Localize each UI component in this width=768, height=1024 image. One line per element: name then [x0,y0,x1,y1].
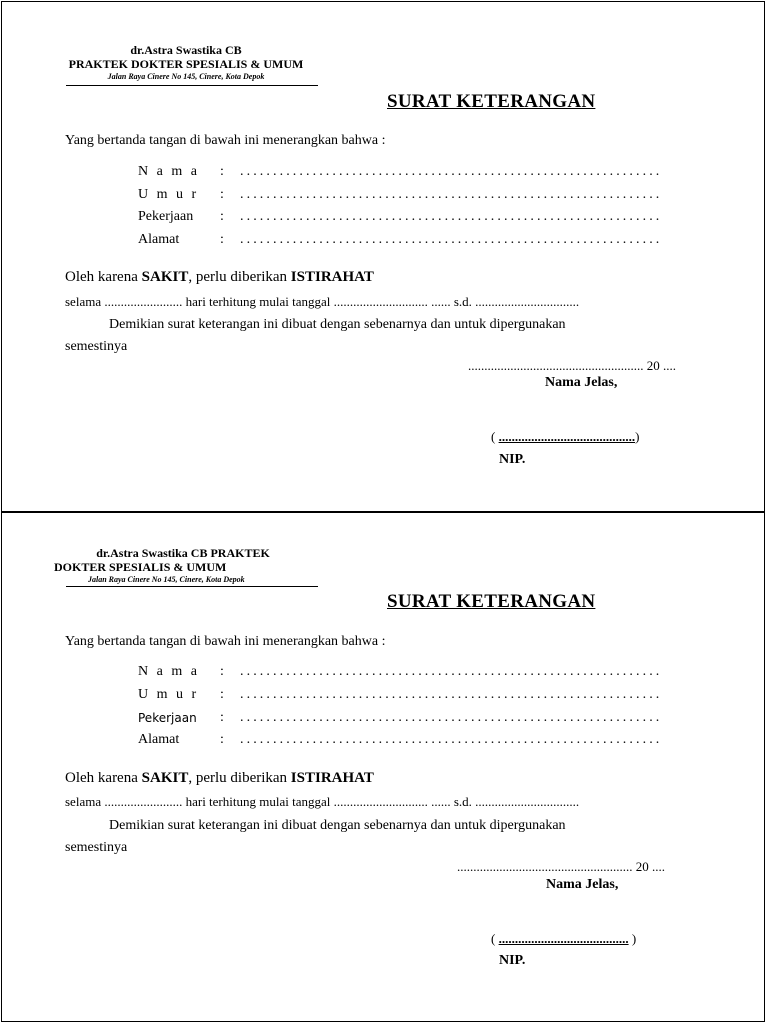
certificate-form-bottom [1,512,765,1022]
signature-blank[interactable]: .......................................... [498,429,636,444]
field-colon: : [220,209,224,224]
field-colon: : [220,710,224,725]
document-title: SURAT KETERANGAN [387,591,596,612]
letterhead-rule [66,85,318,86]
sign-close-paren: ) [635,429,640,444]
rest-period-line[interactable]: selama ........................ hari terhitung mulai tanggal ............................. ...... s.d. ................................ [65,794,580,809]
practice-name: PRAKTEK DOKTER SPESIALIS & UMUM [68,57,304,71]
field-label-nama: N a m a [138,664,200,679]
closing-statement: Demikian surat keterangan ini dibuat dengan sebenarnya dan untuk dipergunakan [109,317,566,332]
rest-period-line[interactable]: selama ........................ hari terhitung mulai tanggal ............................. ...... s.d. ................................ [65,294,580,309]
field-colon: : [220,732,224,747]
field-blank-pekerjaan[interactable]: ................................................................ [240,710,663,725]
letterhead [54,43,318,83]
reason-middle: , perlu diberikan [188,269,291,285]
reason-rest: ISTIRAHAT [290,269,374,285]
doctor-name: dr.Astra Swastika CB [130,43,242,57]
field-colon: : [220,187,224,202]
sign-close-paren: ) [628,931,637,946]
field-label-pekerjaan: Pekerjaan [138,711,197,725]
signature-label: Nama Jelas, [546,877,619,892]
field-blank-alamat[interactable]: ................................................................ [240,232,663,247]
closing-statement: Demikian surat keterangan ini dibuat dengan sebenarnya dan untuk dipergunakan [109,818,566,833]
practice-address: Jalan Raya Cinere No 145, Cinere, Kota Depok [107,72,265,81]
reason-prefix: Oleh karena [65,770,142,786]
signature-line[interactable] [491,931,636,947]
field-colon: : [220,664,224,679]
reason-sick: SAKIT [141,770,189,786]
letterhead-rule [66,586,318,587]
document-title: SURAT KETERANGAN [387,91,596,112]
field-label-nama: N a m a [138,164,200,179]
certificate-form-top [1,1,765,512]
field-blank-pekerjaan[interactable]: ................................................................ [240,209,663,224]
field-blank-nama[interactable]: ................................................................ [240,164,663,179]
reason-sick: SAKIT [141,269,189,285]
practice-name-line2: DOKTER SPESIALIS & UMUM [54,560,227,574]
reason-line [65,770,374,787]
reason-rest: ISTIRAHAT [290,770,374,786]
doctor-name-line1: dr.Astra Swastika CB PRAKTEK [96,546,270,560]
field-blank-nama[interactable]: ................................................................ [240,664,663,679]
sign-open-paren: ( [491,931,499,946]
intro-text: Yang bertanda tangan di bawah ini menerangkan bahwa : [65,634,386,649]
nip-label: NIP. [499,953,526,968]
field-colon: : [220,232,224,247]
signature-blank[interactable]: ........................................ [498,931,629,946]
closing-statement-cont: semestinya [65,840,128,855]
field-label-alamat: Alamat [138,732,180,747]
place-date-line[interactable]: ...................................................... 20 .... [457,859,665,874]
sign-open-paren: ( [491,429,499,444]
field-label-umur: U m u r [138,187,199,202]
field-blank-umur[interactable]: ................................................................ [240,687,663,702]
field-label-pekerjaan: Pekerjaan [138,209,194,224]
place-date-line[interactable]: ...................................................... 20 .... [468,358,676,373]
nip-label: NIP. [499,452,526,467]
field-colon: : [220,687,224,702]
field-colon: : [220,164,224,179]
field-label-umur: U m u r [138,687,199,702]
reason-prefix: Oleh karena [65,269,142,285]
closing-statement-cont: semestinya [65,339,128,354]
signature-line[interactable] [491,429,639,445]
practice-address: Jalan Raya Cinere No 145, Cinere, Kota Depok [88,575,245,584]
field-label-alamat: Alamat [138,232,180,247]
field-blank-umur[interactable]: ................................................................ [240,187,663,202]
signature-label: Nama Jelas, [545,375,618,390]
intro-text: Yang bertanda tangan di bawah ini menerangkan bahwa : [65,133,386,148]
reason-line [65,269,374,286]
letterhead [45,546,321,586]
field-blank-alamat[interactable]: ................................................................ [240,732,663,747]
reason-middle: , perlu diberikan [188,770,291,786]
